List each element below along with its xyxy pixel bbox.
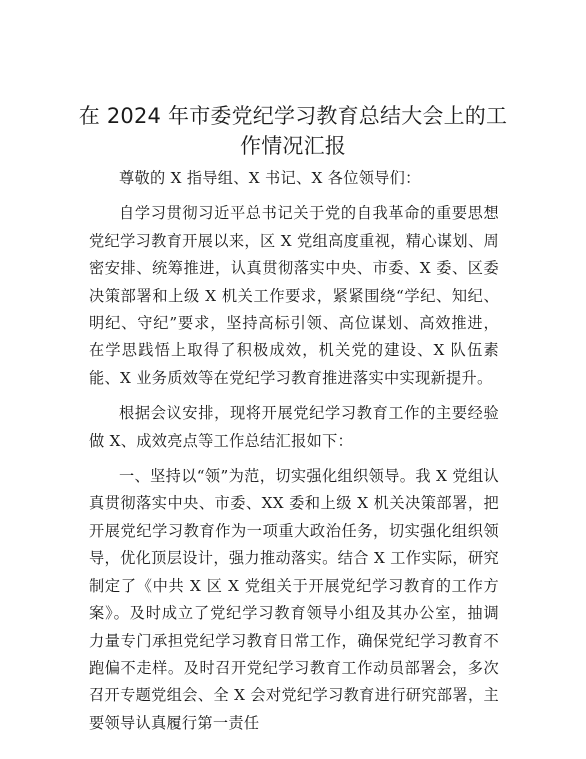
document-title: 在 2024 年市委党纪学习教育总结大会上的工作情况汇报 [78, 104, 508, 158]
document-body [89, 165, 499, 737]
salutation-paragraph: 尊敬的 X 指导组、X 书记、X 各位领导们： [119, 169, 421, 187]
arrangement-paragraph: 根据会议安排，现将开展党纪学习教育工作的主要经验做 X、成效亮点等工作总结汇报如下： [89, 404, 499, 450]
section-one-paragraph: 一、坚持以“领”为范，切实强化组织领导。我 X 党组认真贯彻落实中央、市委、XX 委和上级 X 机关决策部署，把开展党纪学习教育作为一项重大政治任务，切实强化组织领导，优化顶层设计，强力推动落实。结合 X 工作实际，研究制定了《中共 X 区 X 党组关于开展党纪学习教育的工作方案》。及时成立了党纪学习教育领导小组及其办公室，抽调力量专门承担党纪学习教育日常工作，确保党纪学习教育不跑偏不走样。及时召开党纪学习教育工作动员部署会，多次召开专题党组会、全 X 会对党纪学习教育进行研究部署，主要领导认真履行第一责任 [89, 467, 499, 732]
intro-paragraph: 自学习贯彻习近平总书记关于党的自我革命的重要思想党纪学习教育开展以来，区 X 党组高度重视，精心谋划、周密安排、统筹推进，认真贯彻落实中央、市委、X 委、区委决策部署和上级 X 机关工作要求，紧紧围绕“学纪、知纪、明纪、守纪”要求，坚持高标引领、高位谋划、高效推进，在学思践悟上取得了积极成效，机关党的建设、X 队伍素能、X 业务质效等在党纪学习教育推进落实中实现新提升。 [89, 204, 499, 387]
